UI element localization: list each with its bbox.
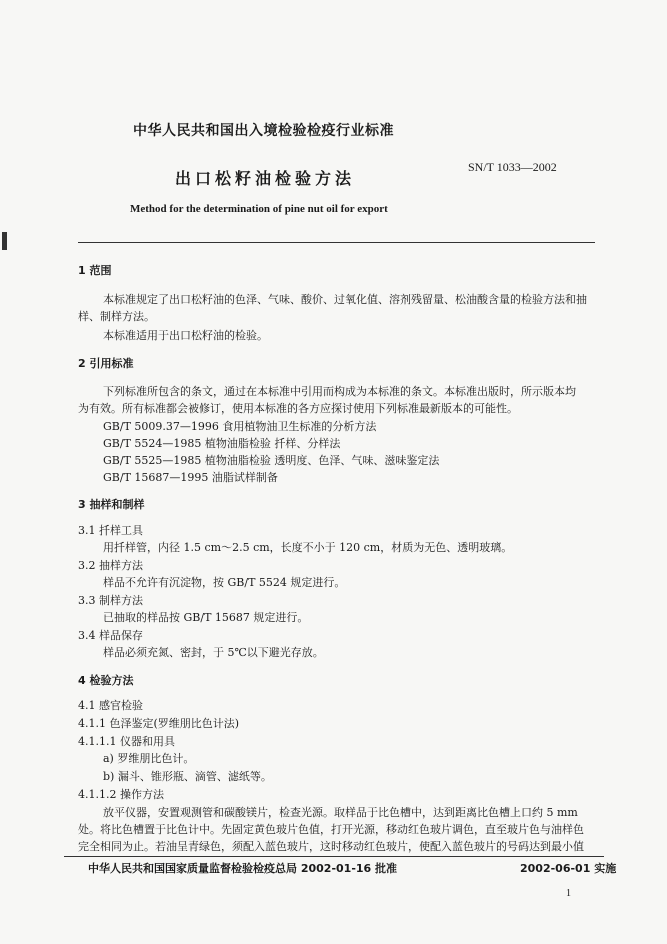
section-heading: 3 抽样和制样 (78, 498, 145, 511)
body-line: GB/T 5525—1985 植物油脂检验 透明度、色泽、气味、滋味鉴定法 (103, 454, 440, 467)
body-line: 用扦样管，内径 1.5 cm～2.5 cm，长度不小于 120 cm，材质为无色、透明玻璃。 (103, 541, 513, 554)
body-line: 3.1 扦样工具 (78, 524, 143, 537)
body-line: 完全相同为止。若油呈青绿色，须配入蓝色玻片，这时移动红色玻片，使配入蓝色玻片的号码达到最小值 (78, 840, 584, 853)
body-line: 4.1.1.2 操作方法 (78, 788, 164, 801)
body-line: 4.1.1 色泽鉴定(罗维朋比色计法) (78, 717, 240, 730)
implementation-date: 2002-06-01 实施 (520, 862, 617, 875)
body-line: GB/T 5524—1985 植物油脂检验 扦样、分样法 (103, 437, 341, 450)
body-line: 本标准适用于出口松籽油的检验。 (103, 329, 268, 342)
header-divider (78, 242, 595, 243)
page-number: 1 (566, 888, 571, 899)
body-line: 已抽取的样品按 GB/T 15687 规定进行。 (103, 611, 309, 624)
body-line: 4.1 感官检验 (78, 699, 143, 712)
body-line: 放平仪器，安置观测管和碳酸镁片，检查光源。取样品于比色槽中，达到距离比色槽上口约 5 mm (103, 806, 578, 819)
body-line: 样品不允许有沉淀物，按 GB/T 5524 规定进行。 (103, 576, 346, 589)
section-heading: 2 引用标准 (78, 357, 134, 370)
footer-divider (64, 856, 604, 857)
body-line: 样品必须充氮、密封，于 5℃以下避光存放。 (103, 646, 324, 659)
document-title-chinese: 出口松籽油检验方法 (175, 169, 356, 188)
page-edge-mark (2, 232, 7, 250)
body-line: 为有效。所有标准都会被修订，使用本标准的各方应探讨使用下列标准最新版本的可能性。 (78, 402, 518, 415)
body-line: 3.4 样品保存 (78, 629, 143, 642)
section-heading: 1 范围 (78, 264, 112, 277)
approval-statement: 中华人民共和国国家质量监督检验检疫总局 2002-01-16 批准 (88, 862, 398, 875)
body-line: 本标准规定了出口松籽油的色泽、气味、酸价、过氧化值、溶剂残留量、松油酸含量的检验方法和抽 (103, 293, 587, 306)
body-line: 样、制样方法。 (78, 310, 155, 323)
body-line: 3.2 抽样方法 (78, 559, 143, 572)
body-line: b) 漏斗、锥形瓶、滴管、滤纸等。 (103, 770, 272, 783)
body-line: 4.1.1.1 仪器和用具 (78, 735, 175, 748)
body-line: GB/T 15687—1995 油脂试样制备 (103, 471, 278, 484)
document-title-english: Method for the determination of pine nut oil for export (130, 203, 388, 215)
standard-code: SN/T 1033—2002 (468, 160, 557, 174)
standard-organization: 中华人民共和国出入境检验检疫行业标准 (133, 123, 394, 139)
body-line: GB/T 5009.37—1996 食用植物油卫生标准的分析方法 (103, 420, 377, 433)
body-line: 3.3 制样方法 (78, 594, 143, 607)
body-line: a) 罗维朋比色计。 (103, 752, 195, 765)
body-line: 下列标准所包含的条文，通过在本标准中引用而构成为本标准的条文。本标准出版时，所示版本均 (103, 385, 576, 398)
section-heading: 4 检验方法 (78, 674, 134, 687)
body-line: 处。将比色槽置于比色计中。先固定黄色玻片色值，打开光源，移动红色玻片调色，直至玻片色与油样色 (78, 823, 584, 836)
